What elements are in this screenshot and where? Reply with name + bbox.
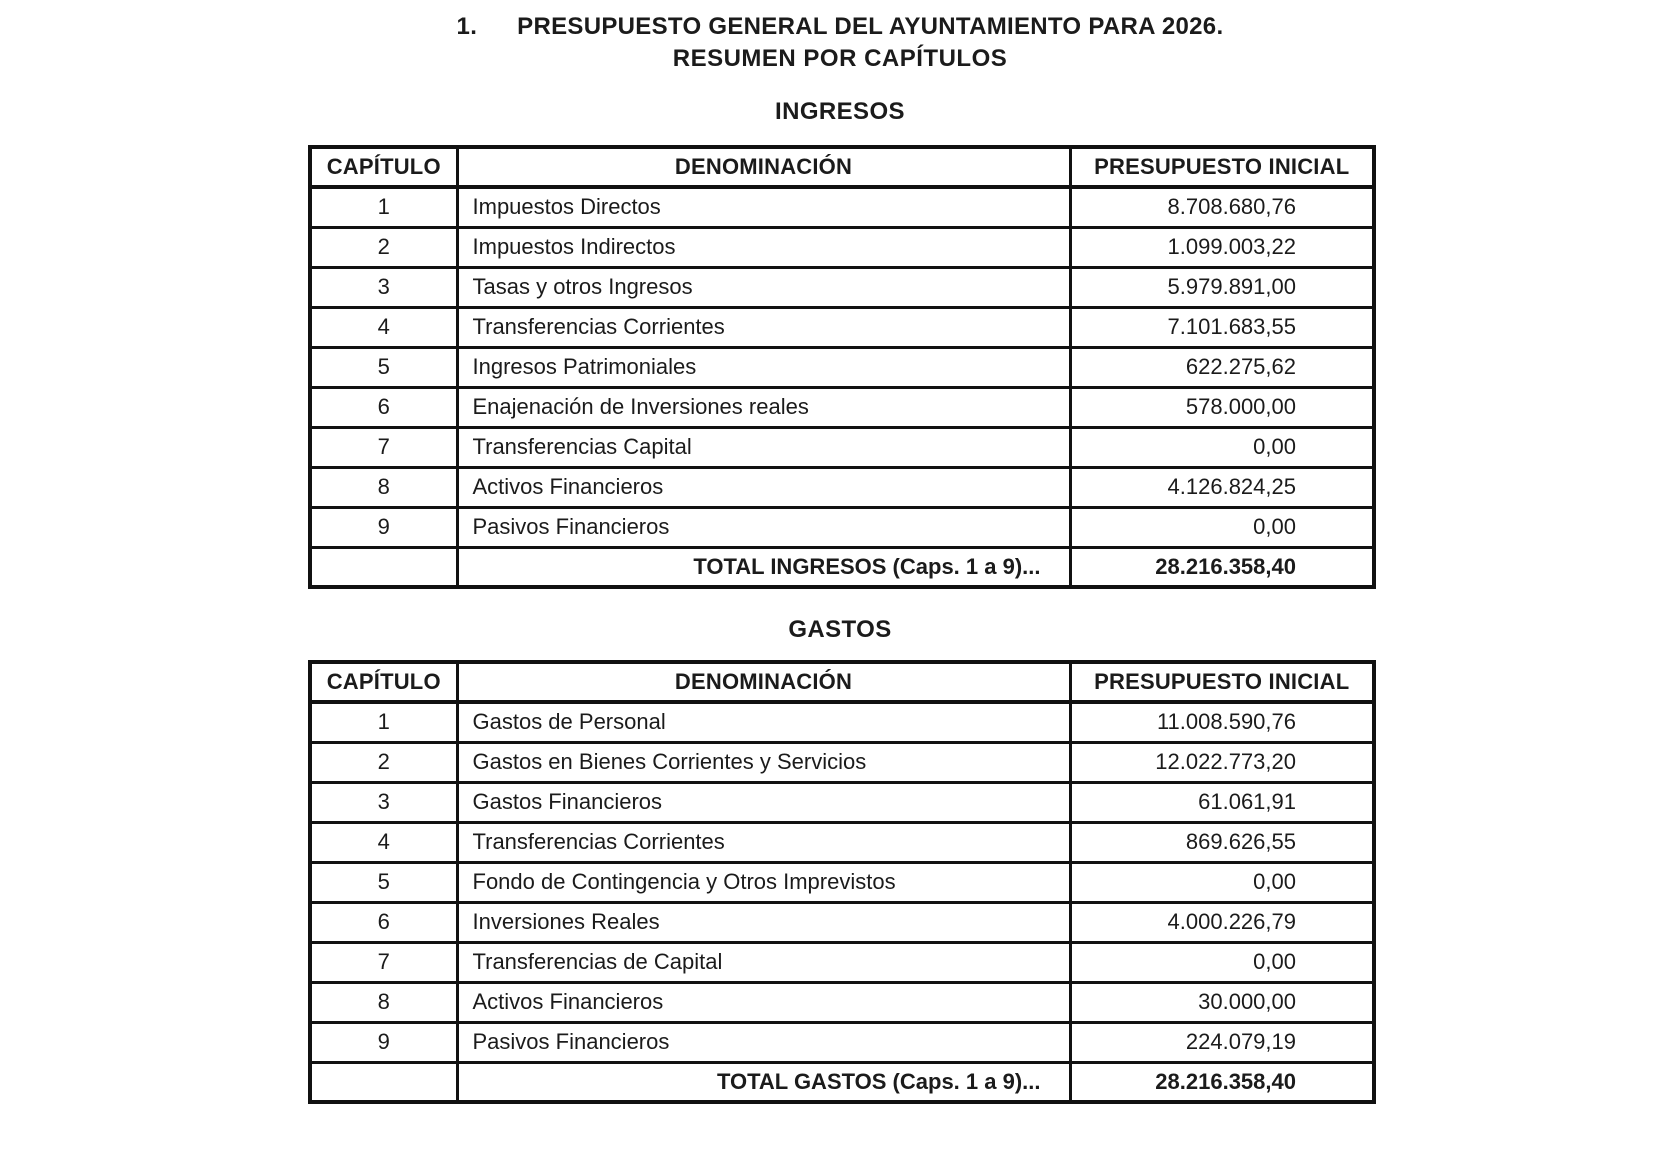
total-label: TOTAL GASTOS (Caps. 1 a 9)... [457,1062,1070,1102]
total-label: TOTAL INGRESOS (Caps. 1 a 9)... [457,547,1070,587]
table-row [310,702,1374,742]
chapter-cell: 4 [310,822,457,862]
amount-cell: 0,00 [1070,862,1374,902]
chapter-column-header: CAPÍTULO [310,147,457,187]
amount-cell: 12.022.773,20 [1070,742,1374,782]
denomination-cell: Transferencias de Capital [457,942,1070,982]
chapter-cell: 6 [310,902,457,942]
amount-cell: 4.000.226,79 [1070,902,1374,942]
chapter-cell: 5 [310,347,457,387]
amount-cell: 578.000,00 [1070,387,1374,427]
table-row [310,862,1374,902]
denomination-cell: Impuestos Indirectos [457,227,1070,267]
gastos-table [308,660,1376,1104]
chapter-cell: 1 [310,187,457,227]
denomination-cell: Fondo de Contingencia y Otros Imprevistos [457,862,1070,902]
denomination-column-header: DENOMINACIÓN [457,662,1070,702]
total-amount: 28.216.358,40 [1070,547,1374,587]
chapter-cell: 7 [310,427,457,467]
denomination-cell: Tasas y otros Ingresos [457,267,1070,307]
chapter-cell: 4 [310,307,457,347]
denomination-cell: Impuestos Directos [457,187,1070,227]
document-heading-line2: RESUMEN POR CAPÍTULOS [672,45,1008,72]
table-header-row [310,662,1374,702]
chapter-cell: 9 [310,1022,457,1062]
total-row-empty-cell [310,547,457,587]
denomination-cell: Activos Financieros [457,467,1070,507]
table-row [310,307,1374,347]
table-row [310,467,1374,507]
table-row [310,507,1374,547]
table-row [310,427,1374,467]
denomination-cell: Transferencias Corrientes [457,307,1070,347]
table-row [310,782,1374,822]
chapter-cell: 5 [310,862,457,902]
amount-cell: 1.099.003,22 [1070,227,1374,267]
amount-cell: 7.101.683,55 [1070,307,1374,347]
table-row [310,387,1374,427]
denomination-cell: Activos Financieros [457,982,1070,1022]
initial-budget-column-header: PRESUPUESTO INICIAL [1070,147,1374,187]
chapter-cell: 2 [310,227,457,267]
heading-number: 1. [456,13,478,40]
amount-cell: 61.061,91 [1070,782,1374,822]
total-row [310,1062,1374,1102]
amount-cell: 11.008.590,76 [1070,702,1374,742]
table-row [310,347,1374,387]
amount-cell: 869.626,55 [1070,822,1374,862]
document-heading-block [0,12,1680,74]
amount-cell: 30.000,00 [1070,982,1374,1022]
amount-cell: 5.979.891,00 [1070,267,1374,307]
heading-title-text: PRESUPUESTO GENERAL DEL AYUNTAMIENTO PARA 2026. [517,13,1224,40]
table-header-row [310,147,1374,187]
chapter-cell: 8 [310,982,457,1022]
table-row [310,267,1374,307]
table-row [310,902,1374,942]
total-amount: 28.216.358,40 [1070,1062,1374,1102]
chapter-column-header: CAPÍTULO [310,662,457,702]
denomination-cell: Gastos en Bienes Corrientes y Servicios [457,742,1070,782]
chapter-cell: 3 [310,267,457,307]
section-title-gastos: GASTOS [788,616,892,643]
total-row-empty-cell [310,1062,457,1102]
amount-cell: 8.708.680,76 [1070,187,1374,227]
amount-cell: 0,00 [1070,942,1374,982]
denomination-cell: Gastos de Personal [457,702,1070,742]
table-row [310,742,1374,782]
ingresos-table [308,145,1376,589]
table-row [310,982,1374,1022]
section-title-ingresos: INGRESOS [775,98,905,125]
amount-cell: 622.275,62 [1070,347,1374,387]
amount-cell: 4.126.824,25 [1070,467,1374,507]
document-heading-line1 [0,12,1680,42]
chapter-cell: 6 [310,387,457,427]
initial-budget-column-header: PRESUPUESTO INICIAL [1070,662,1374,702]
chapter-cell: 9 [310,507,457,547]
chapter-cell: 3 [310,782,457,822]
table-row [310,942,1374,982]
chapter-cell: 8 [310,467,457,507]
amount-cell: 0,00 [1070,507,1374,547]
denomination-cell: Gastos Financieros [457,782,1070,822]
denomination-column-header: DENOMINACIÓN [457,147,1070,187]
total-row [310,547,1374,587]
denomination-cell: Inversiones Reales [457,902,1070,942]
table-row [310,187,1374,227]
denomination-cell: Pasivos Financieros [457,507,1070,547]
denomination-cell: Ingresos Patrimoniales [457,347,1070,387]
table-row [310,227,1374,267]
amount-cell: 224.079,19 [1070,1022,1374,1062]
chapter-cell: 1 [310,702,457,742]
table-row [310,822,1374,862]
table-row [310,1022,1374,1062]
chapter-cell: 2 [310,742,457,782]
denomination-cell: Enajenación de Inversiones reales [457,387,1070,427]
chapter-cell: 7 [310,942,457,982]
denomination-cell: Transferencias Corrientes [457,822,1070,862]
denomination-cell: Pasivos Financieros [457,1022,1070,1062]
amount-cell: 0,00 [1070,427,1374,467]
denomination-cell: Transferencias Capital [457,427,1070,467]
